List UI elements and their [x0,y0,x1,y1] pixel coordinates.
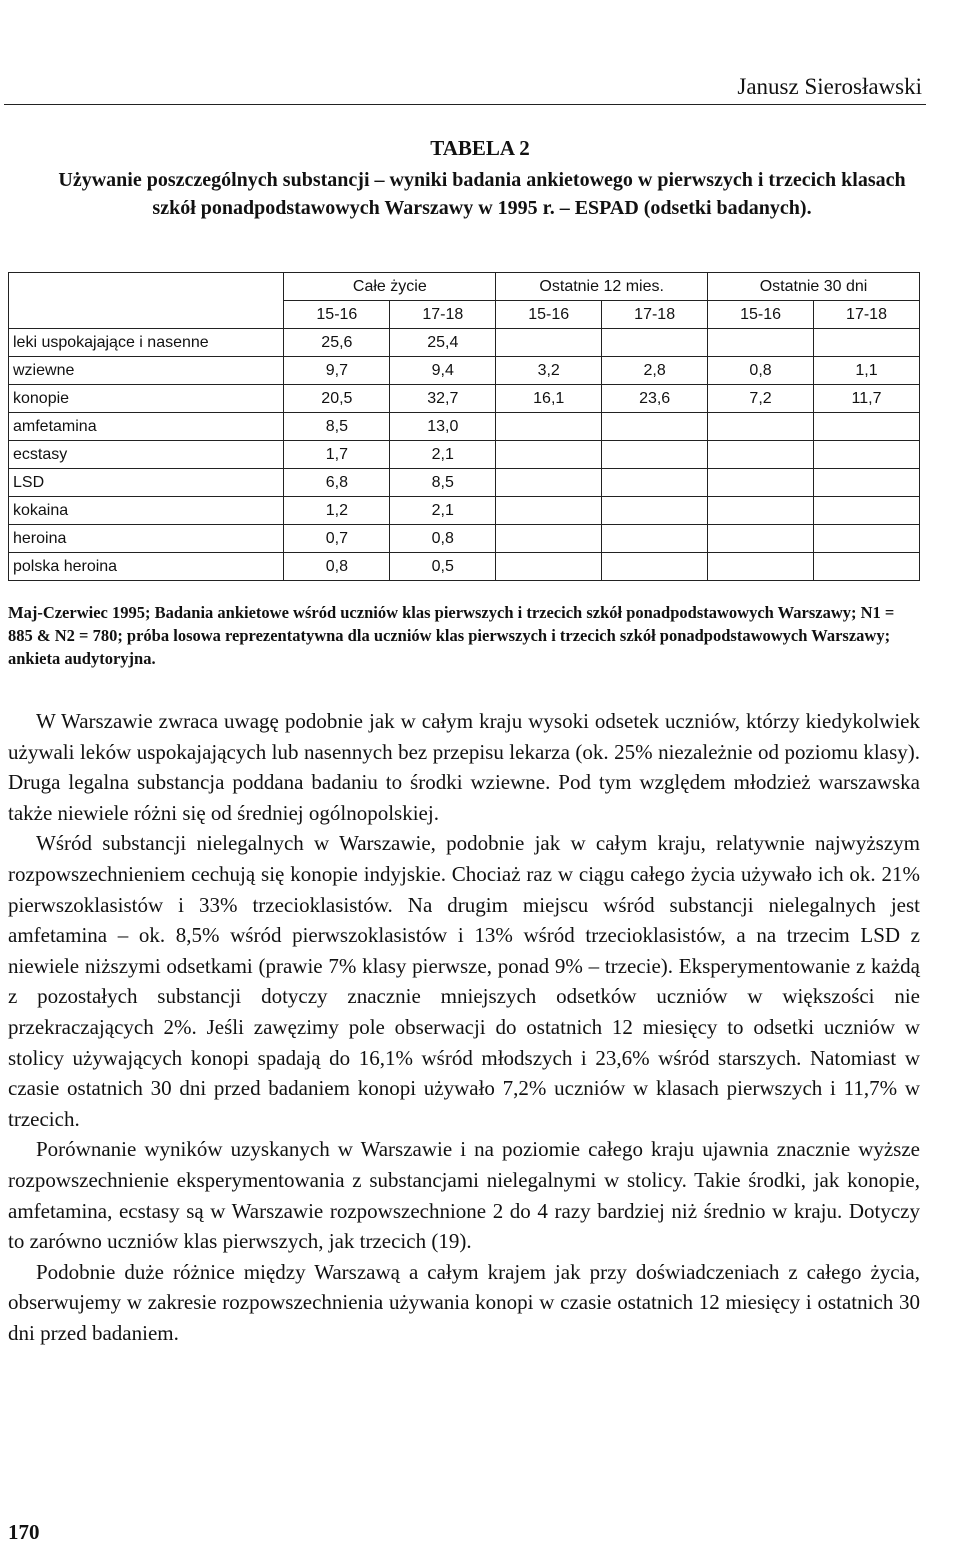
value-cell: 0,7 [284,525,390,553]
table-row [9,413,920,441]
value-cell [496,525,602,553]
table-caption: Używanie poszczególnych substancji – wyniki badania ankietowego w pierwszych i trzecich klasach szkół ponadpodstawowych Warszawy w 1995 r. – ESPAD (odsetki badanych). [58,169,906,219]
group-header-12-months: Ostatnie 12 mies. [496,273,708,301]
row-label: ecstasy [9,441,284,469]
row-label: polska heroina [9,553,284,581]
value-cell: 0,8 [390,525,496,553]
table-title: TABELA 2 [430,136,530,160]
value-cell [708,525,814,553]
value-cell [602,525,708,553]
value-cell [814,441,920,469]
value-cell [496,441,602,469]
header-rule [4,104,926,105]
row-label: LSD [9,469,284,497]
table-row [9,553,920,581]
value-cell [708,553,814,581]
value-cell: 9,7 [284,357,390,385]
value-cell: 3,2 [496,357,602,385]
value-cell [708,329,814,357]
sub-header-cell: 17-18 [814,301,920,329]
value-cell [496,329,602,357]
table-body [9,329,920,581]
sub-header-cell: 15-16 [708,301,814,329]
value-cell [814,553,920,581]
value-cell [814,525,920,553]
value-cell: 1,1 [814,357,920,385]
value-cell: 16,1 [496,385,602,413]
value-cell: 25,6 [284,329,390,357]
table-row [9,497,920,525]
row-label: heroina [9,525,284,553]
table-row [9,329,920,357]
value-cell: 9,4 [390,357,496,385]
value-cell [602,413,708,441]
table-row [9,441,920,469]
value-cell [496,497,602,525]
group-header-lifetime: Całe życie [284,273,496,301]
value-cell [602,553,708,581]
value-cell: 2,1 [390,497,496,525]
table-group-header-row [9,273,920,301]
table-row [9,357,920,385]
sub-header-cell: 17-18 [390,301,496,329]
value-cell [708,497,814,525]
value-cell: 11,7 [814,385,920,413]
value-cell [496,469,602,497]
paragraph: Porównanie wyników uzyskanych w Warszawie i na poziomie całego kraju ujawnia znacznie wyższe rozpowszechnienie eksperymentowania z substancjami nielegalnymi w stolicy. Takie środki, jak konopie, amfetamina, ecstasy są w Warszawie rozpowszechnione 2 do 4 razy bardziej niż średnio w kraju. Dotyczy to zarówno uczniów klas pierwszych, jak trzecich (19). [8,1137,920,1254]
value-cell: 1,2 [284,497,390,525]
row-label: wziewne [9,357,284,385]
row-label: amfetamina [9,413,284,441]
value-cell: 2,8 [602,357,708,385]
value-cell [708,469,814,497]
group-header-30-days: Ostatnie 30 dni [708,273,920,301]
value-cell: 23,6 [602,385,708,413]
value-cell [496,553,602,581]
value-cell: 7,2 [708,385,814,413]
value-cell [814,497,920,525]
sub-header-cell: 17-18 [602,301,708,329]
sub-header-cell: 15-16 [496,301,602,329]
value-cell: 0,8 [284,553,390,581]
value-cell [602,329,708,357]
table-row [9,525,920,553]
body-text [8,706,920,1348]
value-cell: 20,5 [284,385,390,413]
value-cell: 8,5 [390,469,496,497]
value-cell [602,497,708,525]
value-cell [708,441,814,469]
value-cell [814,329,920,357]
value-cell [814,469,920,497]
value-cell: 8,5 [284,413,390,441]
row-label: konopie [9,385,284,413]
data-table [8,272,920,581]
value-cell [708,413,814,441]
value-cell: 32,7 [390,385,496,413]
table-row [9,469,920,497]
paragraph: W Warszawie zwraca uwagę podobnie jak w całym kraju wysoki odsetek uczniów, którzy kiedykolwiek używali leków uspokajających lub nasennych bez przepisu lekarza (ok. 25% niezależnie od poziomu klasy). Druga legalna substancja poddana badaniu to środki wziewne. Pod tym względem młodzież warszawska także niewiele różni się od średniej ogólnopolskiej. [8,709,920,825]
value-cell: 0,5 [390,553,496,581]
value-cell [602,469,708,497]
table-source-note: Maj-Czerwiec 1995; Badania ankietowe wśród uczniów klas pierwszych i trzecich szkół ponadpodstawowych Warszawy; N1 = 885 & N2 = 780; próba losowa reprezentatywna dla uczniów klas pierwszych i trzecich szkół ponadpodstawowych Warszawy; ankieta audytoryjna. [8,603,895,668]
running-header-author: Janusz Sierosławski [737,74,922,99]
value-cell: 1,7 [284,441,390,469]
value-cell: 13,0 [390,413,496,441]
value-cell: 6,8 [284,469,390,497]
value-cell: 25,4 [390,329,496,357]
value-cell [814,413,920,441]
table-corner-cell [9,273,284,329]
row-label: leki uspokajające i nasenne [9,329,284,357]
value-cell [496,413,602,441]
row-label: kokaina [9,497,284,525]
paragraph: Wśród substancji nielegalnych w Warszawie, podobnie jak w całym kraju, relatywnie najwyższym rozpowszechnieniem cechują się konopie indyjskie. Chociaż raz w ciągu całego życia używało ich ok. 21% pierwszoklasistów i 33% trzecioklasistów. Na drugim miejscu wśród substancji nielegalnych jest amfetamina – ok. 8,5% wśród pierwszoklasistów i 13% wśród trzecioklasistów, a na trzecim LSD z niewiele niższymi odsetkami (prawie 7% klasy pierwsze, ponad 9% – trzecie). Eksperymentowanie z każdą z pozostałych substancji dotyczy znacznie mniejszych odsetków uczniów w większości nie przekraczających 2%. Jeśli zawęzimy pole obserwacji do ostatnich 12 miesięcy to odsetki uczniów w stolicy używających konopi spadają do 16,1% wśród młodszych i 23,6% wśród starszych. Natomiast w czasie ostatnich 30 dni przed badaniem konopi używało 7,2% uczniów w klasach pierwszych i 11,7% w trzecich. [8,831,920,1131]
value-cell: 0,8 [708,357,814,385]
table-row [9,385,920,413]
value-cell: 2,1 [390,441,496,469]
page-number: 170 [8,1520,40,1544]
paragraph: Podobnie duże różnice między Warszawą a całym krajem jak przy doświadczeniach z całego życia, obserwujemy w zakresie rozpowszechnienia używania konopi w czasie ostatnich 12 miesięcy i ostatnich 30 dni przed badaniem. [8,1259,920,1345]
value-cell [602,441,708,469]
sub-header-cell: 15-16 [284,301,390,329]
